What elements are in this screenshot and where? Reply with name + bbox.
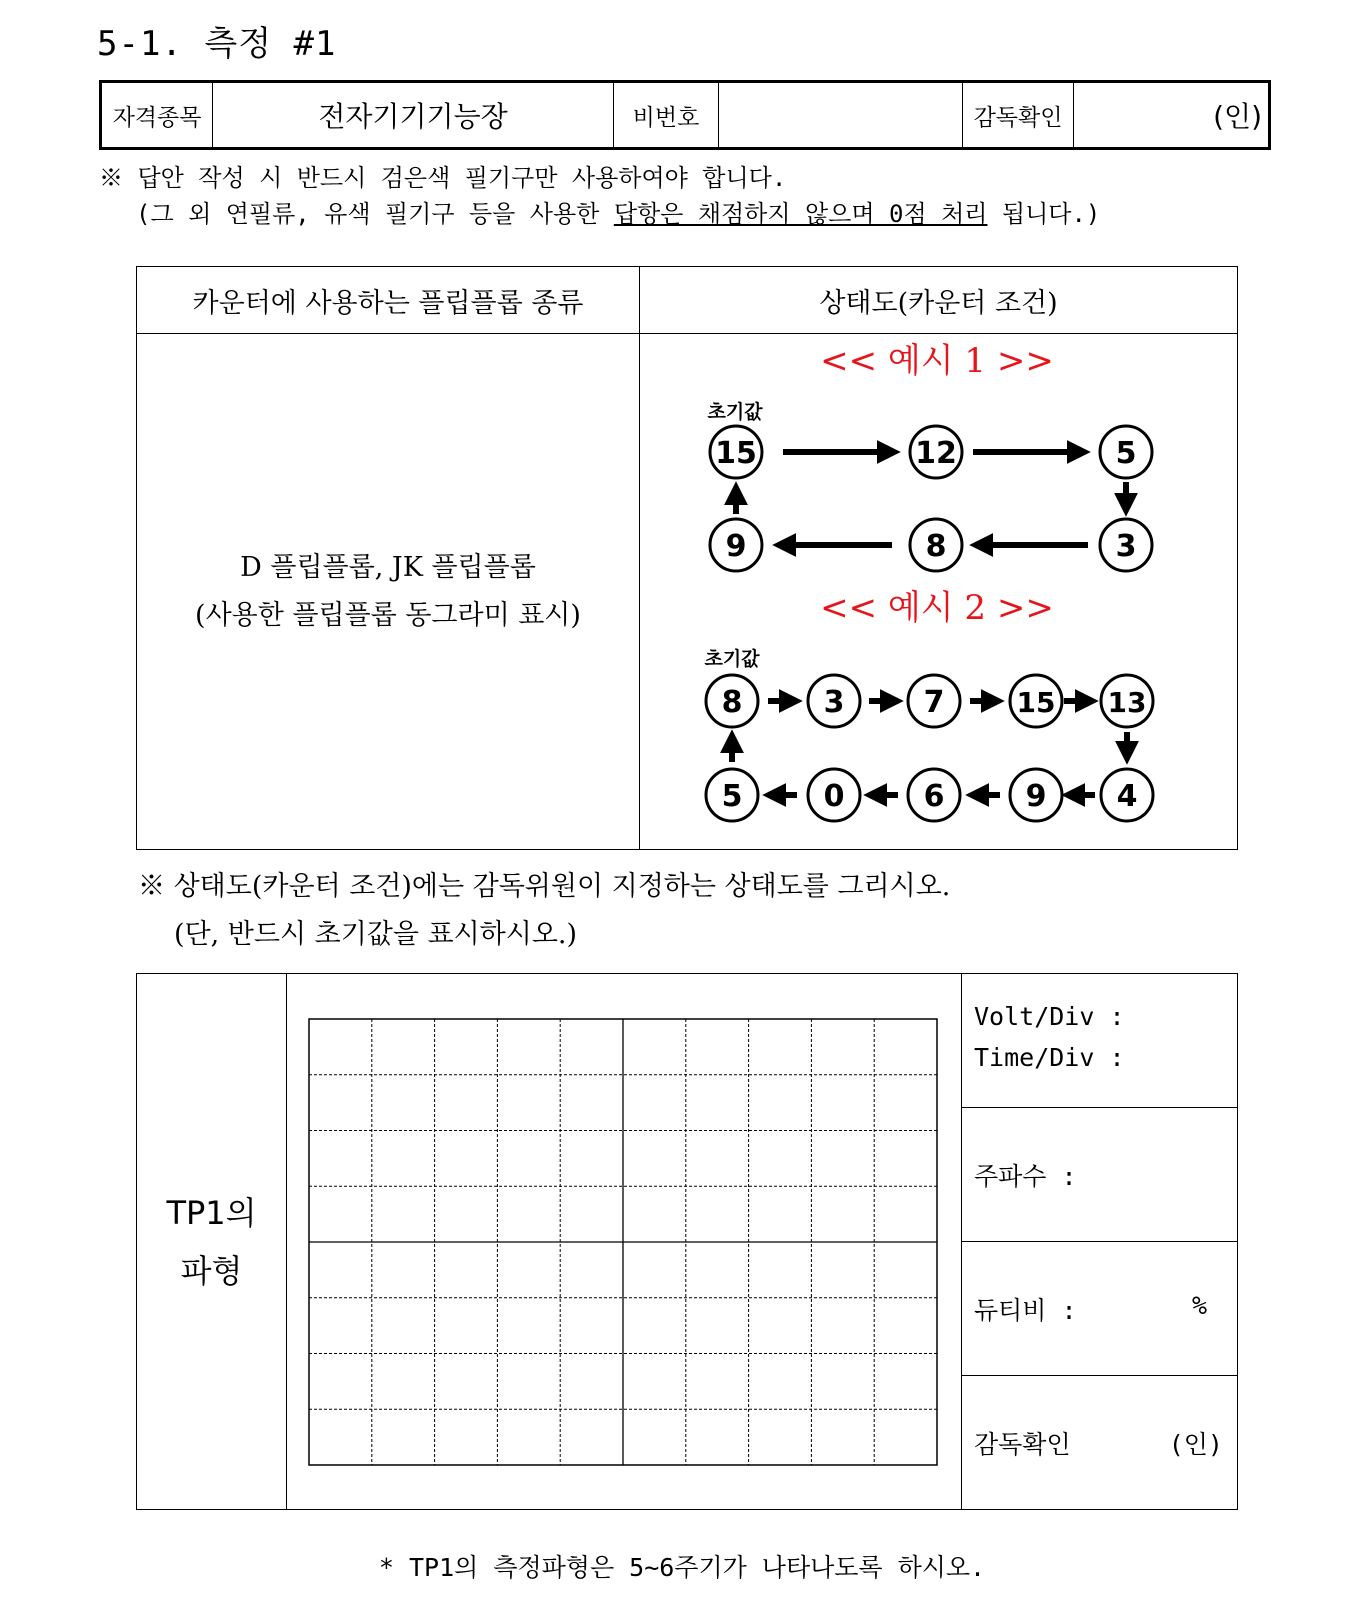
example2-state-15 xyxy=(1010,675,1062,727)
state-label: 8 xyxy=(925,529,947,564)
state-diagram-cell xyxy=(640,334,1238,850)
flipflop-instruction: (사용한 플립플롭 동그라미 표시) xyxy=(195,599,581,631)
state-label: 7 xyxy=(923,685,945,720)
duty-field[interactable] xyxy=(962,1242,1238,1376)
example2-state-4 xyxy=(1101,769,1153,821)
waveform-table xyxy=(136,973,1238,1510)
value-number[interactable] xyxy=(719,82,963,149)
example2-state-8 xyxy=(706,675,758,727)
duty-unit: % xyxy=(1191,1290,1207,1320)
value-supervisor: (인) xyxy=(1074,82,1270,149)
flipflop-options[interactable]: D 플립플롭, JK 플립플롭 xyxy=(240,551,536,583)
notice-line2-underlined: 답항은 채점하지 않으며 0점 처리 xyxy=(613,200,988,228)
state-label: 3 xyxy=(1115,529,1137,564)
state-label: 5 xyxy=(1115,436,1137,471)
header-table xyxy=(99,80,1271,150)
div-settings-cell xyxy=(962,974,1238,1108)
footer-note: * TP1의 측정파형은 5~6주기가 나타나도록 하시오. xyxy=(378,1553,986,1582)
example1-state-15 xyxy=(710,426,762,478)
example2-state-6 xyxy=(908,769,960,821)
instruction-line2: (단, 반드시 초기값을 표시하시오.) xyxy=(174,919,578,950)
frequency-field[interactable]: 주파수 : xyxy=(962,1108,1238,1242)
label-number: 비번호 xyxy=(614,82,719,149)
duty-label: 듀티비 : xyxy=(974,1295,1077,1325)
state-label: 8 xyxy=(721,685,743,720)
notice-line1: ※ 답안 작성 시 반드시 검은색 필기구만 사용하여야 합니다. xyxy=(99,164,787,192)
example1-state-3 xyxy=(1100,519,1152,571)
state-label: 9 xyxy=(1025,779,1047,814)
volt-div-field[interactable]: Volt/Div : xyxy=(974,1002,1125,1031)
waveform-label-line2: 파형 xyxy=(180,1251,243,1290)
instruction-line1: ※ 상태도(카운터 조건)에는 감독위원이 지정하는 상태도를 그리시오. xyxy=(138,871,951,902)
state-label: 15 xyxy=(715,436,757,471)
label-qualification: 자격종목 xyxy=(101,82,213,149)
time-div-field[interactable]: Time/Div : xyxy=(974,1043,1125,1072)
section-title: 5-1. 측정 #1 xyxy=(97,24,337,64)
example2-state-7 xyxy=(908,675,960,727)
state-label: 13 xyxy=(1107,686,1147,719)
state-label: 12 xyxy=(915,436,957,471)
oscilloscope-grid[interactable] xyxy=(287,974,961,1509)
notice-line2-before: (그 외 연필류, 유색 필기구 등을 사용한 xyxy=(136,200,614,228)
example1-state-12 xyxy=(910,426,962,478)
waveform-label-line1: TP1의 xyxy=(166,1193,257,1232)
example2-state-13 xyxy=(1101,675,1153,727)
example2-initial-label: 초기값 xyxy=(704,648,760,670)
example1-state-8 xyxy=(910,519,962,571)
waveform-graph-cell xyxy=(287,974,962,1510)
state-label: 5 xyxy=(721,779,743,814)
example2-title: << 예시 2 >> xyxy=(820,588,1054,628)
waveform-supervisor-label: 감독확인 xyxy=(974,1429,1071,1459)
state-label: 9 xyxy=(725,529,747,564)
state-label: 3 xyxy=(823,685,845,720)
waveform-supervisor-seal: (인) xyxy=(1168,1429,1223,1459)
flipflop-type-header: 카운터에 사용하는 플립플롭 종류 xyxy=(137,267,640,334)
example2-state-3 xyxy=(808,675,860,727)
example2-state-0 xyxy=(808,769,860,821)
notice-line2 xyxy=(136,194,1100,229)
example2-state-9 xyxy=(1010,769,1062,821)
example1-initial-label: 초기값 xyxy=(707,401,763,423)
value-qualification: 전자기기기능장 xyxy=(213,82,614,149)
example2-state-5 xyxy=(706,769,758,821)
example1-state-5 xyxy=(1100,426,1152,478)
example1-title: << 예시 1 >> xyxy=(820,341,1054,381)
flipflop-table xyxy=(136,266,1238,850)
example1-state-9 xyxy=(710,519,762,571)
state-label: 6 xyxy=(923,779,945,814)
flipflop-type-cell xyxy=(137,334,640,850)
state-diagram-examples xyxy=(640,334,1234,849)
notice-line2-after: 됩니다.) xyxy=(987,200,1101,228)
label-supervisor: 감독확인 xyxy=(963,82,1074,149)
state-diagram-header: 상태도(카운터 조건) xyxy=(640,267,1238,334)
state-label: 15 xyxy=(1016,686,1056,719)
waveform-supervisor-field[interactable] xyxy=(962,1376,1238,1510)
waveform-label-cell xyxy=(137,974,287,1510)
state-label: 4 xyxy=(1116,779,1138,814)
state-label: 0 xyxy=(823,779,845,814)
